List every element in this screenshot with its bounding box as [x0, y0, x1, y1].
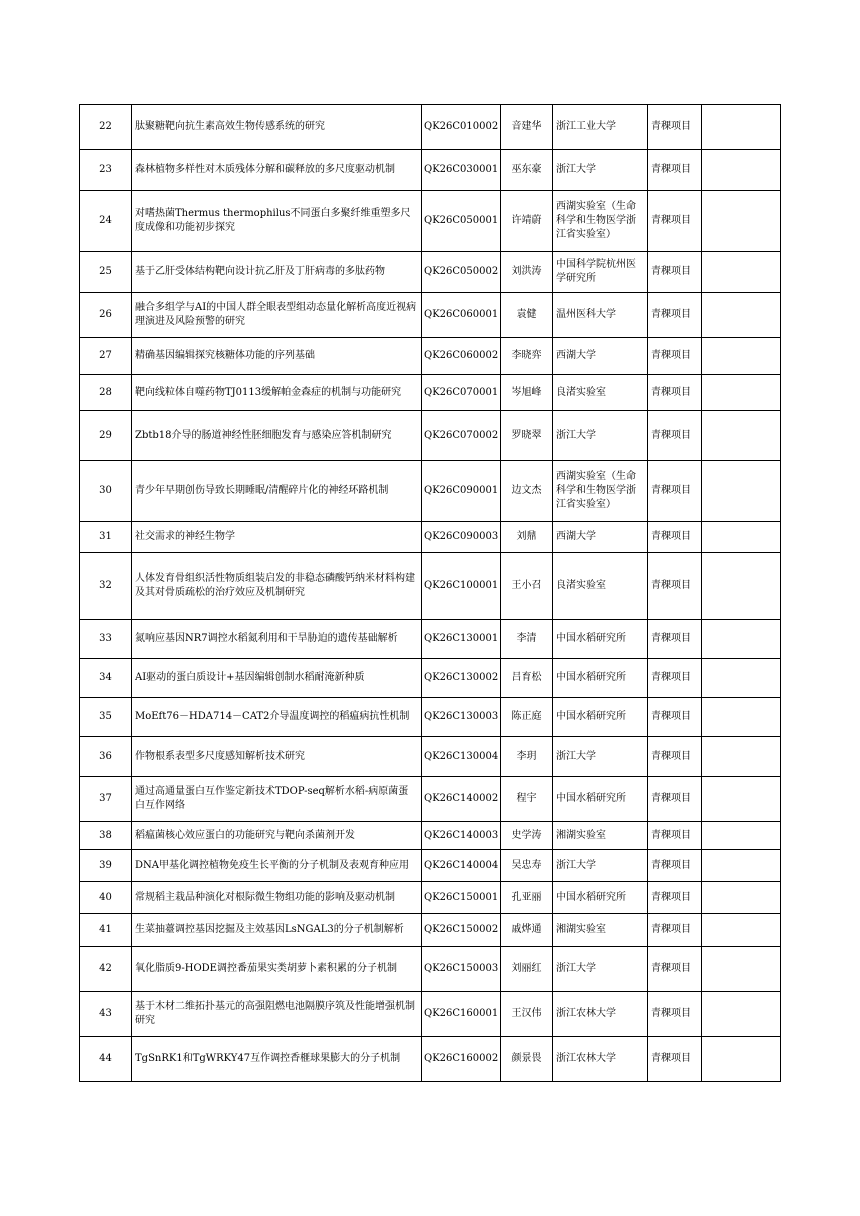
- institution: 中国水稻研究所: [553, 882, 648, 914]
- project-title: 靶向线粒体自噬药物TJ0113缓解帕金森症的机制与功能研究: [132, 375, 422, 411]
- note-cell: [702, 461, 781, 522]
- table-row: [80, 777, 781, 822]
- project-type: 青稞项目: [648, 659, 702, 698]
- row-number: 23: [80, 150, 132, 191]
- institution: 中国水稻研究所: [553, 659, 648, 698]
- table-row: [80, 698, 781, 737]
- project-type: 青稞项目: [648, 375, 702, 411]
- institution: 西湖实验室（生命科学和生物医学浙江省实验室）: [553, 461, 648, 522]
- project-title: 生菜抽薹调控基因挖掘及主效基因LsNGAL3的分子机制解析: [132, 914, 422, 947]
- project-type: 青稞项目: [648, 522, 702, 553]
- leader-name: 巫东豪: [501, 150, 553, 191]
- project-code: QK26C010002: [422, 105, 501, 150]
- row-number: 38: [80, 822, 132, 850]
- table-row: [80, 191, 781, 252]
- project-code: QK26C070001: [422, 375, 501, 411]
- institution: 浙江工业大学: [553, 105, 648, 150]
- institution: 浙江农林大学: [553, 992, 648, 1037]
- project-code: QK26C150001: [422, 882, 501, 914]
- table-row: [80, 105, 781, 150]
- leader-name: 吕育松: [501, 659, 553, 698]
- project-type: 青稞项目: [648, 822, 702, 850]
- institution: 浙江农林大学: [553, 1037, 648, 1082]
- project-title: TgSnRK1和TgWRKY47互作调控香榧球果膨大的分子机制: [132, 1037, 422, 1082]
- project-code: QK26C060001: [422, 293, 501, 338]
- note-cell: [702, 737, 781, 777]
- institution: 浙江大学: [553, 850, 648, 882]
- project-title: 青少年早期创伤导致长期睡眠/清醒碎片化的神经环路机制: [132, 461, 422, 522]
- project-code: QK26C150003: [422, 947, 501, 992]
- row-number: 29: [80, 411, 132, 461]
- leader-name: 李清: [501, 620, 553, 659]
- project-code: QK26C050001: [422, 191, 501, 252]
- leader-name: 音建华: [501, 105, 553, 150]
- note-cell: [702, 947, 781, 992]
- table-row: [80, 620, 781, 659]
- row-number: 28: [80, 375, 132, 411]
- table-row: [80, 522, 781, 553]
- note-cell: [702, 822, 781, 850]
- project-code: QK26C090001: [422, 461, 501, 522]
- project-title: 常规稻主栽品种演化对根际微生物组功能的影响及驱动机制: [132, 882, 422, 914]
- institution: 良渚实验室: [553, 553, 648, 620]
- table-row: [80, 992, 781, 1037]
- project-type: 青稞项目: [648, 338, 702, 375]
- project-table: [79, 104, 781, 1082]
- leader-name: 李玥: [501, 737, 553, 777]
- project-code: QK26C150002: [422, 914, 501, 947]
- row-number: 22: [80, 105, 132, 150]
- project-title: 稻瘟菌核心效应蛋白的功能研究与靶向杀菌剂开发: [132, 822, 422, 850]
- project-type: 青稞项目: [648, 914, 702, 947]
- leader-name: 罗晓翠: [501, 411, 553, 461]
- project-title: 精确基因编辑探究核糖体功能的序列基础: [132, 338, 422, 375]
- row-number: 36: [80, 737, 132, 777]
- project-title: 氮响应基因NR7调控水稻氮利用和干旱胁迫的遗传基础解析: [132, 620, 422, 659]
- project-type: 青稞项目: [648, 150, 702, 191]
- project-type: 青稞项目: [648, 105, 702, 150]
- row-number: 24: [80, 191, 132, 252]
- row-number: 40: [80, 882, 132, 914]
- project-type: 青稞项目: [648, 947, 702, 992]
- row-number: 35: [80, 698, 132, 737]
- row-number: 41: [80, 914, 132, 947]
- project-code: QK26C140003: [422, 822, 501, 850]
- row-number: 33: [80, 620, 132, 659]
- project-title: Zbtb18介导的肠道神经性胚细胞发育与感染应答机制研究: [132, 411, 422, 461]
- project-type: 青稞项目: [648, 777, 702, 822]
- leader-name: 颜景畏: [501, 1037, 553, 1082]
- table-row: [80, 882, 781, 914]
- table-row: [80, 375, 781, 411]
- project-code: QK26C160001: [422, 992, 501, 1037]
- project-type: 青稞项目: [648, 1037, 702, 1082]
- project-type: 青稞项目: [648, 191, 702, 252]
- leader-name: 刘丽红: [501, 947, 553, 992]
- leader-name: 史学涛: [501, 822, 553, 850]
- table-row: [80, 252, 781, 293]
- project-code: QK26C160002: [422, 1037, 501, 1082]
- project-title: 基于木材二维拓扑基元的高强阻燃电池隔膜序筑及性能增强机制研究: [132, 992, 422, 1037]
- project-code: QK26C050002: [422, 252, 501, 293]
- table-row: [80, 461, 781, 522]
- row-number: 27: [80, 338, 132, 375]
- institution: 西湖大学: [553, 338, 648, 375]
- institution: 西湖实验室（生命科学和生物医学浙江省实验室）: [553, 191, 648, 252]
- row-number: 42: [80, 947, 132, 992]
- leader-name: 刘鼎: [501, 522, 553, 553]
- table-row: [80, 1037, 781, 1082]
- project-type: 青稞项目: [648, 850, 702, 882]
- project-type: 青稞项目: [648, 293, 702, 338]
- project-code: QK26C140004: [422, 850, 501, 882]
- table-row: [80, 553, 781, 620]
- note-cell: [702, 191, 781, 252]
- project-code: QK26C030001: [422, 150, 501, 191]
- note-cell: [702, 1037, 781, 1082]
- project-type: 青稞项目: [648, 411, 702, 461]
- project-title: MoEft76－HDA714－CAT2介导温度调控的稻瘟病抗性机制: [132, 698, 422, 737]
- leader-name: 吴忠寿: [501, 850, 553, 882]
- leader-name: 陈正庭: [501, 698, 553, 737]
- leader-name: 刘洪涛: [501, 252, 553, 293]
- leader-name: 王汉伟: [501, 992, 553, 1037]
- project-code: QK26C130002: [422, 659, 501, 698]
- leader-name: 王小召: [501, 553, 553, 620]
- leader-name: 边文杰: [501, 461, 553, 522]
- project-code: QK26C140002: [422, 777, 501, 822]
- note-cell: [702, 659, 781, 698]
- project-title: 融合多组学与AI的中国人群全眼表型组动态量化解析高度近视病理演进及风险预警的研究: [132, 293, 422, 338]
- project-code: QK26C130003: [422, 698, 501, 737]
- leader-name: 许靖蔚: [501, 191, 553, 252]
- row-number: 34: [80, 659, 132, 698]
- leader-name: 戚烨通: [501, 914, 553, 947]
- institution: 湘湖实验室: [553, 914, 648, 947]
- table-row: [80, 293, 781, 338]
- row-number: 39: [80, 850, 132, 882]
- project-title: 社交需求的神经生物学: [132, 522, 422, 553]
- project-title: 对嗜热菌Thermus thermophilus不同蛋白多聚纤维重塑多尺度成像和功能初步探究: [132, 191, 422, 252]
- row-number: 43: [80, 992, 132, 1037]
- note-cell: [702, 293, 781, 338]
- institution: 温州医科大学: [553, 293, 648, 338]
- note-cell: [702, 620, 781, 659]
- institution: 浙江大学: [553, 150, 648, 191]
- project-title: 氧化脂质9-HODE调控番茄果实类胡萝卜素积累的分子机制: [132, 947, 422, 992]
- note-cell: [702, 411, 781, 461]
- project-type: 青稞项目: [648, 553, 702, 620]
- institution: 浙江大学: [553, 411, 648, 461]
- row-number: 32: [80, 553, 132, 620]
- row-number: 26: [80, 293, 132, 338]
- project-title: 森林植物多样性对木质残体分解和碳释放的多尺度驱动机制: [132, 150, 422, 191]
- institution: 中国水稻研究所: [553, 698, 648, 737]
- note-cell: [702, 882, 781, 914]
- note-cell: [702, 105, 781, 150]
- institution: 湘湖实验室: [553, 822, 648, 850]
- leader-name: 李晓弈: [501, 338, 553, 375]
- table-row: [80, 822, 781, 850]
- project-title: 肽聚糖靶向抗生素高效生物传感系统的研究: [132, 105, 422, 150]
- leader-name: 孔亚丽: [501, 882, 553, 914]
- project-type: 青稞项目: [648, 882, 702, 914]
- note-cell: [702, 992, 781, 1037]
- note-cell: [702, 777, 781, 822]
- note-cell: [702, 522, 781, 553]
- project-type: 青稞项目: [648, 992, 702, 1037]
- institution: 西湖大学: [553, 522, 648, 553]
- project-code: QK26C130001: [422, 620, 501, 659]
- note-cell: [702, 850, 781, 882]
- table-row: [80, 411, 781, 461]
- table-row: [80, 850, 781, 882]
- project-title: 基于乙肝受体结构靶向设计抗乙肝及丁肝病毒的多肽药物: [132, 252, 422, 293]
- project-type: 青稞项目: [648, 620, 702, 659]
- row-number: 25: [80, 252, 132, 293]
- note-cell: [702, 375, 781, 411]
- note-cell: [702, 698, 781, 737]
- project-code: QK26C090003: [422, 522, 501, 553]
- project-title: 通过高通量蛋白互作鉴定新技术TDOP-seq解析水稻-病原菌蛋白互作网络: [132, 777, 422, 822]
- institution: 良渚实验室: [553, 375, 648, 411]
- institution: 中国水稻研究所: [553, 620, 648, 659]
- project-title: 作物根系表型多尺度感知解析技术研究: [132, 737, 422, 777]
- project-title: AI驱动的蛋白质设计+基因编辑创制水稻耐淹新种质: [132, 659, 422, 698]
- leader-name: 程宇: [501, 777, 553, 822]
- note-cell: [702, 914, 781, 947]
- row-number: 37: [80, 777, 132, 822]
- project-title: 人体发育骨组织活性物质组装启发的非稳态磷酸钙纳米材料构建及其对骨质疏松的治疗效应及机制研究: [132, 553, 422, 620]
- row-number: 44: [80, 1037, 132, 1082]
- table-row: [80, 914, 781, 947]
- table-row: [80, 150, 781, 191]
- note-cell: [702, 252, 781, 293]
- note-cell: [702, 553, 781, 620]
- institution: 中国科学院杭州医学研究所: [553, 252, 648, 293]
- table-row: [80, 737, 781, 777]
- row-number: 31: [80, 522, 132, 553]
- project-code: QK26C130004: [422, 737, 501, 777]
- table-row: [80, 659, 781, 698]
- project-type: 青稞项目: [648, 461, 702, 522]
- leader-name: 袁健: [501, 293, 553, 338]
- project-title: DNA甲基化调控植物免疫生长平衡的分子机制及表观育种应用: [132, 850, 422, 882]
- project-code: QK26C100001: [422, 553, 501, 620]
- table-row: [80, 947, 781, 992]
- note-cell: [702, 150, 781, 191]
- institution: 浙江大学: [553, 947, 648, 992]
- note-cell: [702, 338, 781, 375]
- project-code: QK26C070002: [422, 411, 501, 461]
- project-type: 青稞项目: [648, 737, 702, 777]
- leader-name: 岑旭峰: [501, 375, 553, 411]
- institution: 中国水稻研究所: [553, 777, 648, 822]
- project-type: 青稞项目: [648, 698, 702, 737]
- institution: 浙江大学: [553, 737, 648, 777]
- project-code: QK26C060002: [422, 338, 501, 375]
- project-type: 青稞项目: [648, 252, 702, 293]
- table-row: [80, 338, 781, 375]
- row-number: 30: [80, 461, 132, 522]
